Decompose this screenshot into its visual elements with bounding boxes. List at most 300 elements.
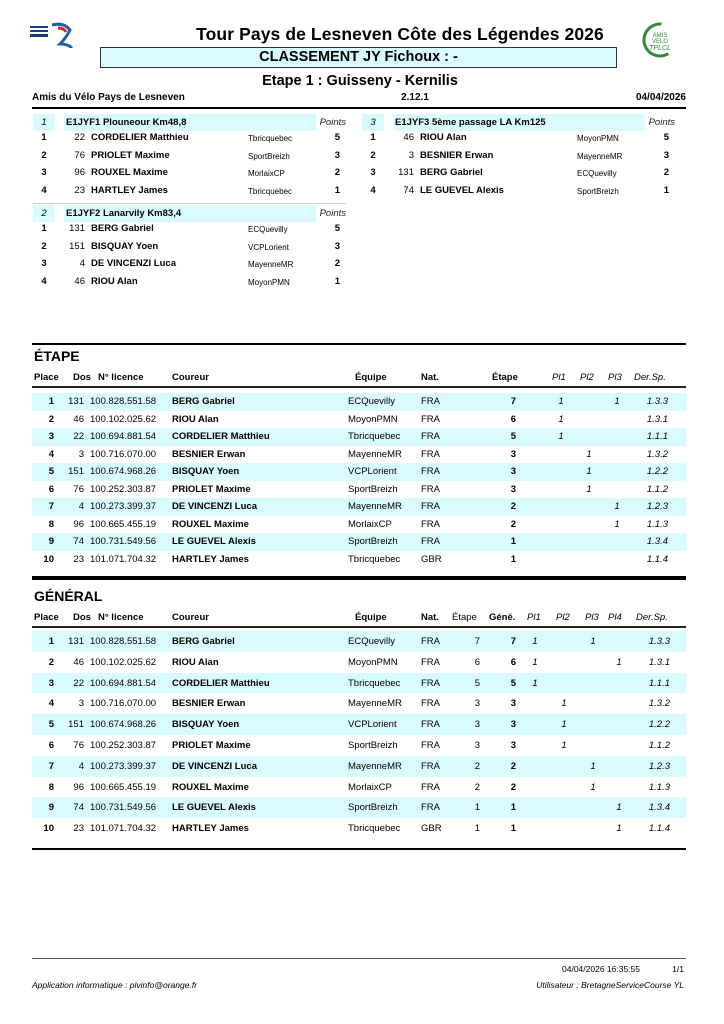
pl4: 1 (616, 823, 622, 835)
dossard: 3 (408, 149, 414, 161)
section-divider (32, 343, 686, 345)
col-pl2: Pl2 (556, 612, 570, 623)
nationality: GBR (421, 553, 442, 565)
sprint-row (33, 238, 343, 256)
nationality: FRA (421, 501, 440, 512)
dossard: 4 (78, 501, 84, 512)
col-coureur: Coureur (172, 372, 209, 383)
dossard: 46 (73, 656, 84, 668)
stage-points: 1 (510, 553, 516, 565)
pl2: 1 (561, 698, 567, 710)
team: VCPLorient (248, 242, 289, 252)
sprint-row (362, 129, 672, 147)
nationality: FRA (421, 760, 440, 772)
rider-name: BESNIER Erwan (420, 149, 494, 161)
table-header (32, 610, 686, 628)
rider-name: DE VINCENZI Luca (91, 258, 176, 269)
nationality: FRA (421, 518, 440, 530)
pl4: 1 (616, 656, 622, 668)
sprint-header (33, 203, 346, 220)
licence-number: 100.731.549.56 (90, 802, 157, 814)
licence-number: 100.731.549.56 (90, 536, 157, 547)
dossard: 96 (74, 167, 85, 178)
rider-name: CORDELIER Matthieu (172, 431, 270, 442)
general-points: 3 (510, 739, 516, 751)
nationality: FRA (421, 396, 440, 407)
sprint-block-1 (33, 112, 346, 199)
last-sprint: 1.1.2 (646, 483, 668, 495)
team: SportBreizh (577, 186, 619, 196)
col-pl1: Pl1 (527, 612, 541, 623)
pl4: 1 (616, 802, 622, 814)
dossard: 23 (73, 823, 84, 835)
race-date: 04/04/2026 (635, 92, 686, 103)
svg-text:VELO: VELO (651, 39, 669, 45)
pl1: 1 (532, 636, 538, 647)
svg-text:AMIS: AMIS (652, 33, 668, 39)
general-points: 3 (510, 719, 516, 731)
col-nat: Nat. (421, 372, 439, 383)
team: MorlaixCP (348, 781, 392, 793)
place: 3 (48, 677, 54, 689)
rider-name: BISQUAY Yoen (91, 240, 159, 252)
stage-points: 1 (474, 802, 480, 814)
dossard: 96 (73, 781, 84, 793)
points-label: Points (648, 117, 675, 128)
place: 3 (41, 167, 47, 178)
last-sprint: 1.3.4 (648, 802, 670, 814)
nationality: FRA (421, 781, 440, 793)
col-pl3: Pl3 (585, 612, 599, 623)
rider-name: ROUXEL Maxime (172, 781, 249, 793)
licence-number: 100.828.551.58 (90, 396, 157, 407)
sprint-name: E1JYF1 Plouneour Km48,8 (64, 114, 316, 131)
sprint-row (362, 147, 672, 165)
rider-name: BERG Gabriel (91, 223, 154, 234)
team: Tbricquebec (248, 186, 293, 196)
sprint-number: 1 (33, 114, 55, 131)
last-sprint: 1.2.3 (648, 760, 670, 772)
user-label: Utilisateur : BretagneServiceCourse YL (536, 980, 684, 990)
licence-number: 100.665.455.19 (90, 518, 157, 530)
place: 4 (370, 184, 376, 196)
col-dersp: Der.Sp. (636, 612, 668, 623)
place: 9 (48, 536, 54, 547)
stage-points: 7 (510, 396, 516, 407)
stage-points: 2 (510, 501, 516, 512)
pl3: 1 (590, 760, 596, 772)
last-sprint: 1.3.1 (648, 656, 670, 668)
rider-name: HARTLEY James (172, 553, 249, 565)
dossard: 151 (68, 719, 84, 731)
licence-number: 100.273.399.37 (90, 501, 157, 512)
team: SportBreizh (248, 151, 290, 161)
dossard: 22 (73, 677, 84, 689)
team: Tbricquebec (348, 823, 401, 835)
points: 5 (663, 132, 669, 143)
team: MayenneMR (577, 151, 623, 161)
table-row (32, 652, 686, 673)
place: 2 (41, 240, 47, 252)
nationality: FRA (421, 431, 440, 442)
pl3: 1 (590, 781, 596, 793)
pl1: 1 (558, 396, 564, 407)
table-row (32, 714, 686, 735)
sprint-number: 3 (362, 114, 384, 131)
col-coureur: Coureur (172, 612, 209, 623)
rider-name: BISQUAY Yoen (172, 466, 240, 477)
team: ECQuevilly (248, 225, 288, 234)
last-sprint: 1.1.2 (648, 739, 670, 751)
points: 3 (334, 149, 340, 161)
table-row (32, 631, 686, 652)
last-sprint: 1.1.1 (646, 431, 668, 442)
sprint-row (33, 164, 343, 182)
place: 4 (41, 275, 47, 287)
stage-points: 5 (474, 677, 480, 689)
pl2: 1 (586, 483, 592, 495)
last-sprint: 1.2.3 (646, 501, 668, 512)
classement-banner: CLASSEMENT JY Fichoux : - (100, 47, 617, 68)
table-row (32, 756, 686, 777)
table-row (32, 428, 686, 446)
stage-points: 3 (474, 719, 480, 731)
rider-name: BERG Gabriel (172, 396, 235, 407)
dossard: 96 (73, 518, 84, 530)
rider-name: LE GUEVEL Alexis (420, 184, 504, 196)
place: 8 (48, 781, 54, 793)
pl1: 1 (558, 431, 564, 442)
col-dersp: Der.Sp. (634, 372, 666, 383)
last-sprint: 1.3.3 (648, 636, 670, 647)
rider-name: RIOU Alan (91, 275, 138, 287)
pl2: 1 (586, 466, 592, 477)
page-title: Tour Pays de Lesneven Côte des Légendes 2026 (196, 24, 604, 44)
dossard: 151 (69, 240, 85, 252)
team: Tbricquebec (248, 134, 293, 143)
licence-number: 100.674.968.26 (90, 466, 157, 477)
rider-name: ROUXEL Maxime (91, 167, 168, 178)
place: 9 (48, 802, 54, 814)
stage-points: 3 (510, 466, 516, 477)
place: 7 (48, 501, 54, 512)
nationality: FRA (421, 536, 440, 547)
pl1: 1 (532, 656, 538, 668)
stage-points: 5 (510, 431, 516, 442)
team: VCPLorient (348, 719, 397, 731)
table-row (32, 551, 686, 569)
stage-points: 3 (510, 448, 516, 460)
dossard: 76 (73, 739, 84, 751)
team: MoyonPMN (348, 656, 398, 668)
dossard: 74 (73, 802, 84, 814)
last-sprint: 1.1.3 (648, 781, 670, 793)
col-licence: N° licence (98, 372, 144, 383)
points-label: Points (319, 208, 346, 219)
dossard: 22 (73, 431, 84, 442)
col-pl1: Pl1 (552, 372, 566, 383)
place: 4 (48, 448, 54, 460)
nationality: FRA (421, 448, 440, 460)
last-sprint: 1.1.1 (648, 677, 670, 689)
points-label: Points (319, 117, 346, 128)
dossard: 74 (403, 184, 414, 196)
rider-name: BERG Gabriel (420, 167, 483, 178)
etape-table (32, 370, 686, 568)
dossard: 4 (79, 258, 85, 269)
last-sprint: 1.1.4 (648, 823, 670, 835)
licence-number: 100.102.025.62 (90, 656, 157, 668)
nationality: FRA (421, 483, 440, 495)
team: ECQuevilly (348, 396, 395, 407)
team: SportBreizh (348, 536, 398, 547)
header-divider (32, 107, 686, 109)
general-points: 5 (510, 677, 516, 689)
rider-name: PRIOLET Maxime (172, 739, 251, 751)
general-points: 6 (510, 656, 516, 668)
col-equipe: Équipe (355, 612, 387, 623)
licence-number: 101.071.704.32 (90, 823, 157, 835)
pl2: 1 (561, 739, 567, 751)
team: MayenneMR (348, 698, 402, 710)
rider-name: PRIOLET Maxime (172, 483, 251, 495)
rider-name: RIOU Alan (172, 656, 219, 668)
team: MayenneMR (348, 501, 402, 512)
nationality: FRA (421, 719, 440, 731)
place: 1 (48, 396, 54, 407)
col-pl4: Pl4 (608, 612, 622, 623)
col-licence: N° licence (98, 612, 144, 623)
sprint-row (33, 273, 343, 291)
rider-name: DE VINCENZI Luca (172, 501, 257, 512)
rider-name: BERG Gabriel (172, 636, 235, 647)
rider-name: RIOU Alan (420, 132, 467, 143)
team: Tbricquebec (348, 553, 401, 565)
licence-number: 100.252.303.87 (90, 739, 157, 751)
points: 5 (334, 132, 340, 143)
team: MayenneMR (348, 760, 402, 772)
team: Tbricquebec (348, 431, 401, 442)
rider-name: ROUXEL Maxime (172, 518, 249, 530)
pl2: 1 (561, 719, 567, 731)
dossard: 131 (398, 167, 414, 178)
pl3: 1 (590, 636, 596, 647)
licence-number: 101.071.704.32 (90, 553, 157, 565)
nationality: FRA (421, 698, 440, 710)
last-sprint: 1.1.3 (646, 518, 668, 530)
svg-text:TPLCL: TPLCL (649, 45, 671, 52)
table-row (32, 481, 686, 499)
sprint-row (362, 164, 672, 182)
page-number: 1/1 (672, 964, 684, 974)
place: 1 (370, 132, 376, 143)
col-gene: Géné. (489, 612, 516, 623)
rider-name: HARTLEY James (91, 184, 168, 196)
stage-points: 7 (474, 636, 480, 647)
licence-number: 100.716.070.00 (90, 698, 157, 710)
rider-name: LE GUEVEL Alexis (172, 802, 256, 814)
col-equipe: Équipe (355, 372, 387, 383)
version-label: 2.12.1 (401, 92, 429, 103)
nationality: FRA (421, 413, 440, 425)
place: 4 (41, 184, 47, 196)
team: MorlaixCP (248, 169, 285, 178)
general-points: 2 (510, 760, 516, 772)
rider-name: BISQUAY Yoen (172, 719, 240, 731)
last-sprint: 1.3.1 (646, 413, 668, 425)
table-row (32, 463, 686, 481)
stage-points: 1 (474, 823, 480, 835)
team: SportBreizh (348, 802, 398, 814)
dossard: 74 (73, 536, 84, 547)
place: 10 (43, 553, 54, 565)
general-points: 3 (510, 698, 516, 710)
stage-points: 2 (474, 760, 480, 772)
table-row (32, 818, 686, 839)
last-sprint: 1.2.2 (646, 466, 668, 477)
points: 2 (334, 258, 340, 269)
dossard: 23 (74, 184, 85, 196)
team: VCPLorient (348, 466, 397, 477)
dossard: 22 (74, 132, 85, 143)
team: MayenneMR (348, 448, 402, 460)
sprint-row (362, 182, 672, 200)
organizer-club: Amis du Vélo Pays de Lesneven (32, 92, 185, 103)
rider-name: DE VINCENZI Luca (172, 760, 257, 772)
rider-name: BESNIER Erwan (172, 698, 246, 710)
points: 3 (334, 240, 340, 252)
place: 1 (41, 132, 47, 143)
licence-number: 100.674.968.26 (90, 719, 157, 731)
general-section-title: GÉNÉRAL (34, 588, 103, 604)
team: MoyonPMN (248, 277, 290, 287)
points: 1 (334, 275, 340, 287)
general-points: 1 (510, 823, 516, 835)
stage-title: Etape 1 : Guisseny - Kernilis (262, 73, 458, 89)
licence-number: 100.716.070.00 (90, 448, 157, 460)
table-row (32, 446, 686, 464)
table-row (32, 393, 686, 411)
table-row (32, 777, 686, 798)
team: MorlaixCP (348, 518, 392, 530)
dossard: 3 (78, 698, 84, 710)
stage-points: 6 (510, 413, 516, 425)
points: 2 (663, 167, 669, 178)
rider-name: PRIOLET Maxime (91, 149, 170, 161)
table-row (32, 797, 686, 818)
sprint-name: E1JYF2 Lanarvily Km83,4 (64, 205, 316, 222)
licence-number: 100.665.455.19 (90, 781, 157, 793)
dossard: 151 (68, 466, 84, 477)
licence-number: 100.694.881.54 (90, 431, 157, 442)
sprint-row (33, 182, 343, 200)
pl3: 1 (614, 396, 620, 407)
sprint-header (362, 112, 675, 129)
team: SportBreizh (348, 739, 398, 751)
team: MoyonPMN (348, 413, 398, 425)
sprint-name: E1JYF3 5ème passage LA Km125 (393, 114, 645, 131)
place: 2 (48, 656, 54, 668)
team: ECQuevilly (348, 636, 395, 647)
dossard: 131 (69, 223, 85, 234)
licence-number: 100.273.399.37 (90, 760, 157, 772)
sprint-block-2 (33, 203, 346, 290)
nationality: FRA (421, 466, 440, 477)
place: 3 (48, 431, 54, 442)
place: 6 (48, 739, 54, 751)
last-sprint: 1.2.2 (648, 719, 670, 731)
stage-points: 1 (510, 536, 516, 547)
place: 6 (48, 483, 54, 495)
points: 2 (334, 167, 340, 178)
team: Tbricquebec (348, 677, 401, 689)
place: 10 (43, 823, 54, 835)
stage-points: 3 (474, 698, 480, 710)
table-row (32, 498, 686, 516)
points: 5 (334, 223, 340, 234)
dossard: 46 (403, 132, 414, 143)
place: 2 (41, 149, 47, 161)
app-credit: Application informatique : plvinfo@orange.fr (32, 980, 198, 990)
dossard: 131 (68, 636, 84, 647)
stage-points: 3 (510, 483, 516, 495)
place: 5 (48, 466, 54, 477)
dossard: 4 (78, 760, 84, 772)
team: MayenneMR (248, 260, 294, 269)
stage-points: 2 (510, 518, 516, 530)
col-dos: Dos (73, 372, 91, 383)
footer-divider (32, 958, 686, 959)
col-pl3: Pl3 (608, 372, 622, 383)
general-points: 7 (510, 636, 516, 647)
table-row (32, 673, 686, 694)
nationality: FRA (421, 802, 440, 814)
place: 1 (41, 223, 47, 234)
dossard: 76 (74, 149, 85, 161)
points: 1 (663, 184, 669, 196)
section-divider (32, 576, 686, 580)
nationality: FRA (421, 656, 440, 668)
place: 2 (370, 149, 376, 161)
last-sprint: 1.3.4 (646, 536, 668, 547)
general-table (32, 610, 686, 839)
team: MoyonPMN (577, 134, 619, 143)
general-points: 1 (510, 802, 516, 814)
col-place: Place (34, 372, 59, 383)
section-divider (32, 848, 686, 850)
rider-name: LE GUEVEL Alexis (172, 536, 256, 547)
sprint-divider (33, 203, 346, 204)
rider-name: BESNIER Erwan (172, 448, 246, 460)
rider-name: HARTLEY James (172, 823, 249, 835)
etape-section-title: ÉTAPE (34, 348, 80, 364)
sprint-row (33, 129, 343, 147)
nationality: FRA (421, 739, 440, 751)
ffc-logo-icon (30, 22, 76, 48)
dossard: 3 (78, 448, 84, 460)
table-row (32, 735, 686, 756)
last-sprint: 1.3.3 (646, 396, 668, 407)
sprint-row (33, 255, 343, 273)
last-sprint: 1.3.2 (646, 448, 668, 460)
table-row (32, 516, 686, 534)
col-pl2: Pl2 (580, 372, 594, 383)
licence-number: 100.102.025.62 (90, 413, 157, 425)
dossard: 23 (73, 553, 84, 565)
pl2: 1 (586, 448, 592, 460)
sprint-block-3 (362, 112, 675, 199)
nationality: FRA (421, 677, 440, 689)
